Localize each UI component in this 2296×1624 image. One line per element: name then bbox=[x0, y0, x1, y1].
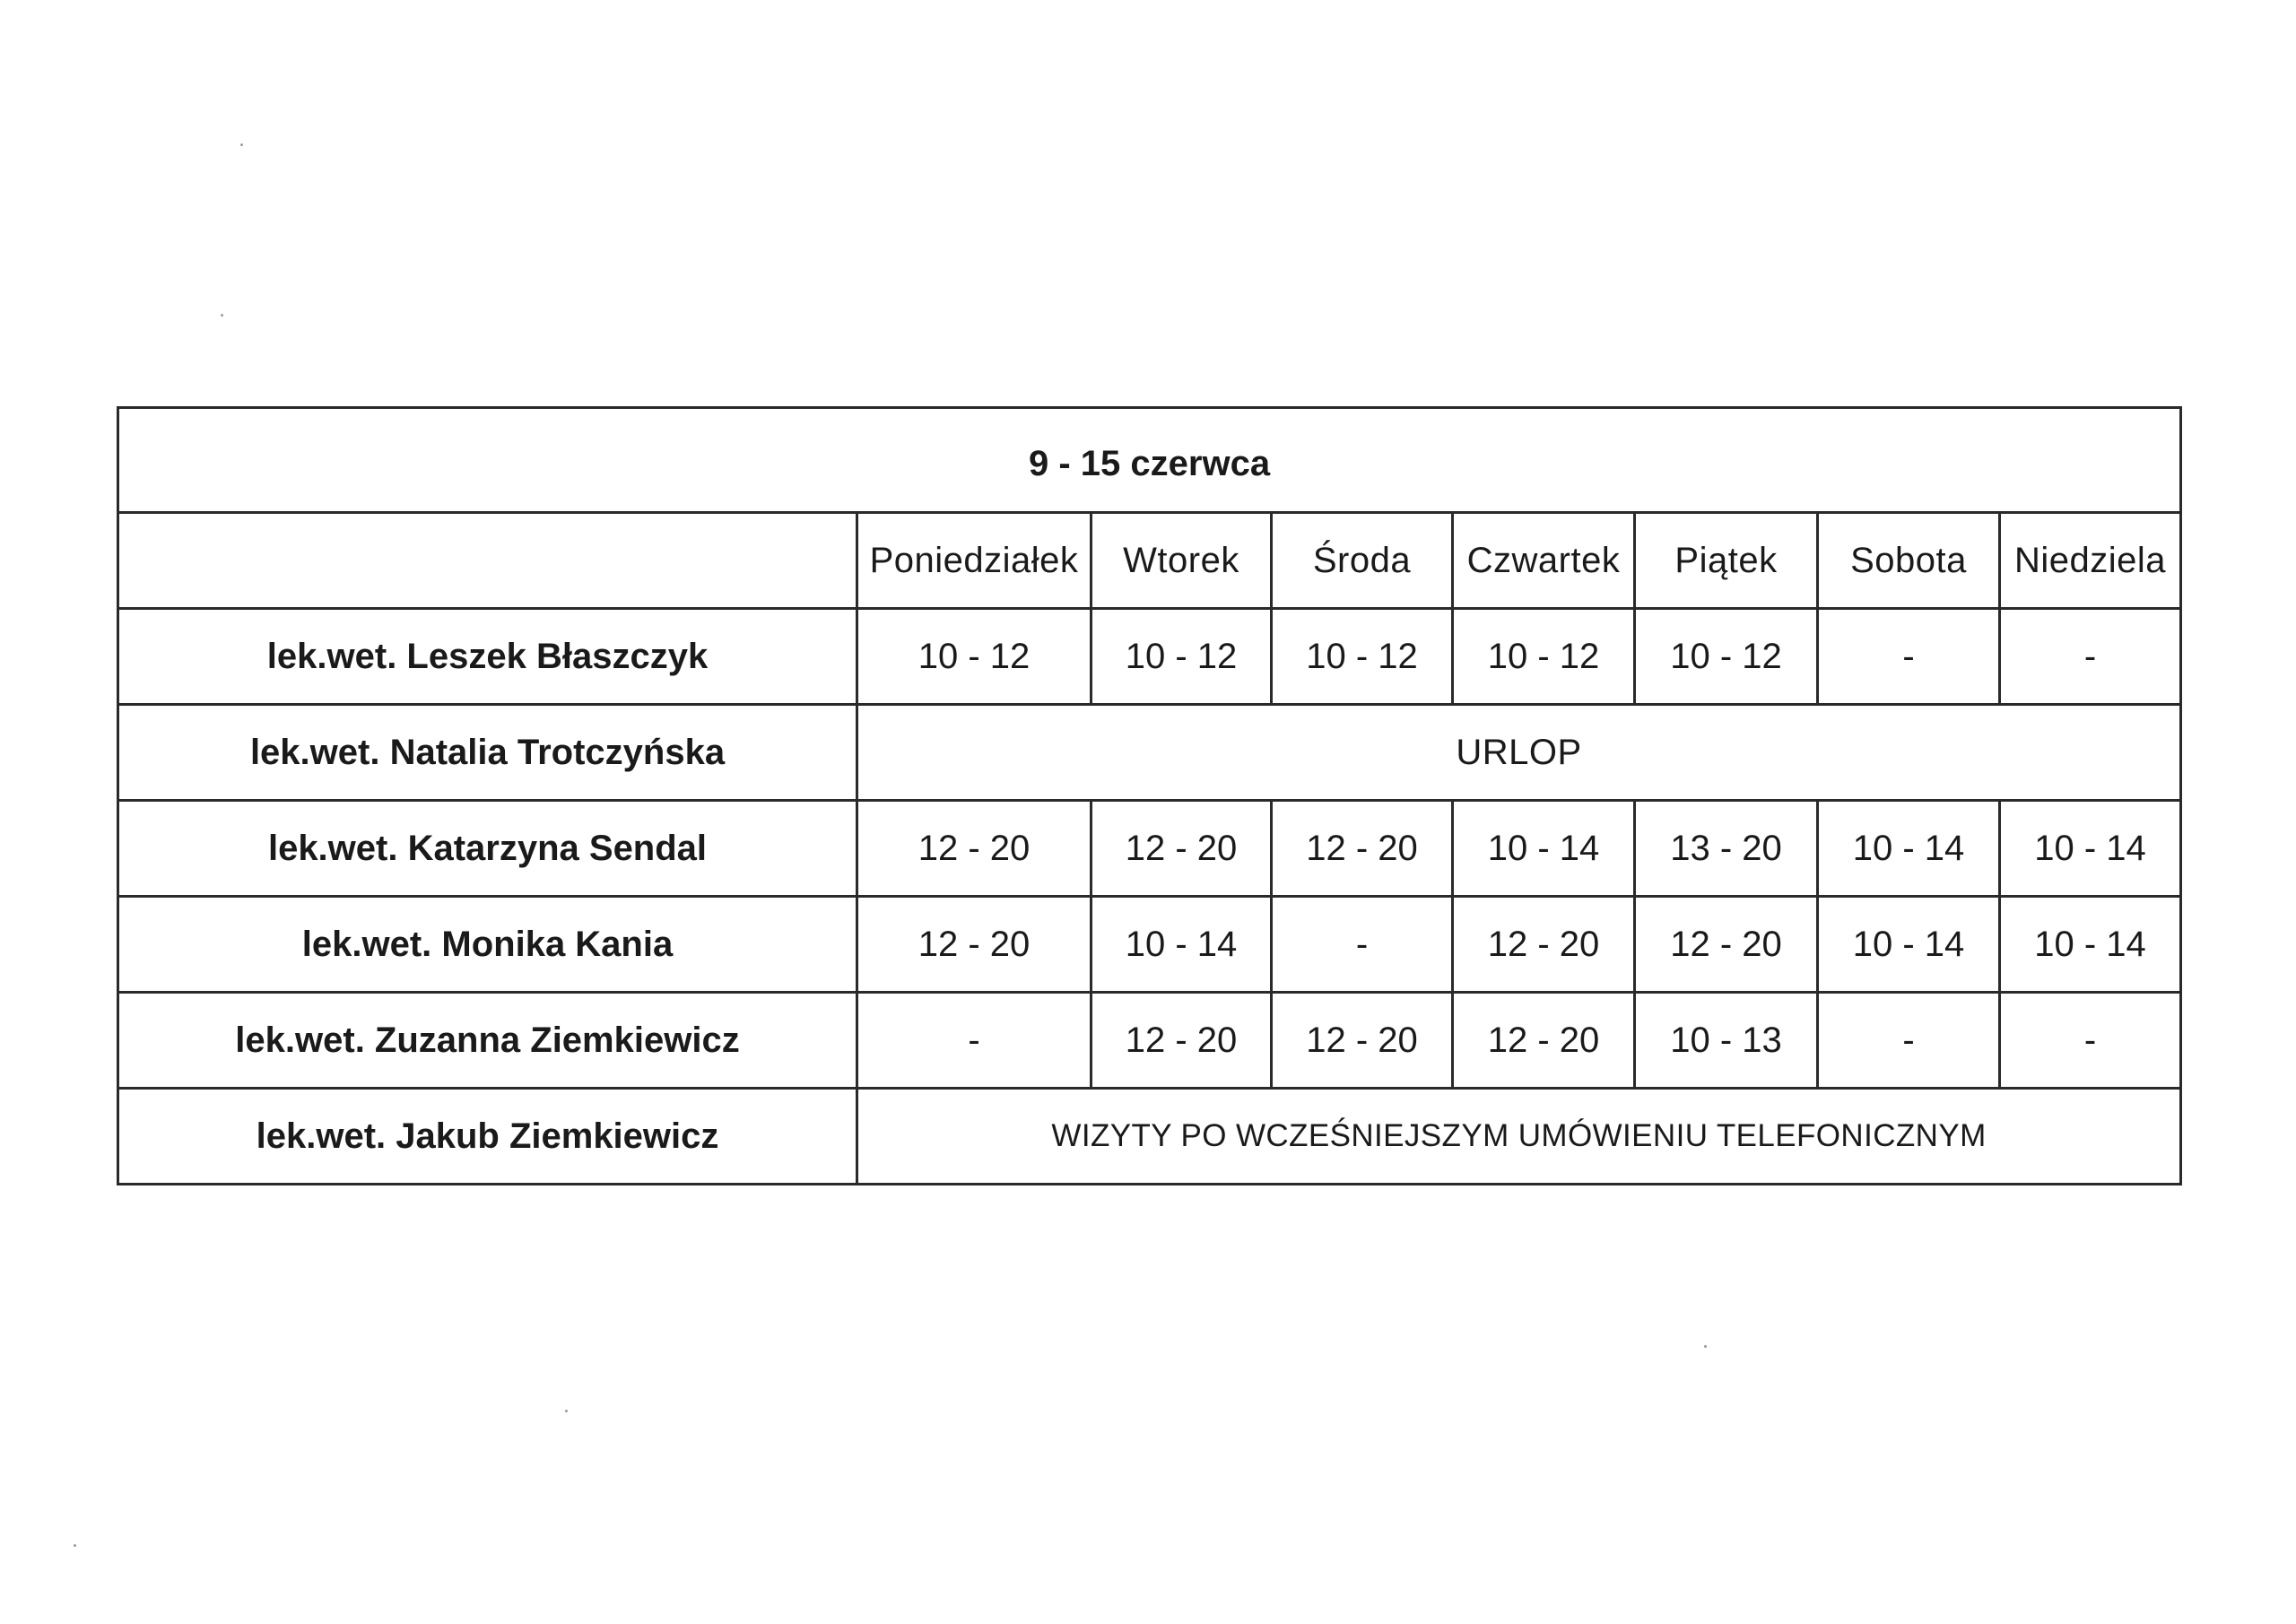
scan-speck bbox=[565, 1410, 568, 1412]
hours-cell: - bbox=[2000, 993, 2181, 1089]
hours-cell: 10 - 12 bbox=[1091, 609, 1272, 705]
doctor-name: lek.wet. Zuzanna Ziemkiewicz bbox=[118, 993, 857, 1089]
day-header-monday: Poniedziałek bbox=[857, 513, 1091, 609]
doctor-name: lek.wet. Katarzyna Sendal bbox=[118, 801, 857, 897]
hours-cell: 12 - 20 bbox=[1635, 897, 1818, 993]
hours-cell: 10 - 12 bbox=[1635, 609, 1818, 705]
hours-cell: 12 - 20 bbox=[1091, 993, 1272, 1089]
hours-cell: 10 - 14 bbox=[1818, 897, 2000, 993]
hours-cell: - bbox=[1272, 897, 1453, 993]
leave-note: URLOP bbox=[857, 705, 2181, 801]
scan-speck bbox=[240, 143, 243, 146]
hours-cell: 12 - 20 bbox=[1272, 993, 1453, 1089]
hours-cell: 12 - 20 bbox=[1453, 993, 1635, 1089]
hours-cell: 10 - 14 bbox=[1091, 897, 1272, 993]
day-header-saturday: Sobota bbox=[1818, 513, 2000, 609]
hours-cell: 10 - 13 bbox=[1635, 993, 1818, 1089]
hours-cell: 12 - 20 bbox=[857, 897, 1091, 993]
hours-cell: 10 - 12 bbox=[857, 609, 1091, 705]
doctor-name: lek.wet. Jakub Ziemkiewicz bbox=[118, 1089, 857, 1185]
hours-cell: 13 - 20 bbox=[1635, 801, 1818, 897]
day-header-wednesday: Środa bbox=[1272, 513, 1453, 609]
hours-cell: - bbox=[2000, 609, 2181, 705]
hours-cell: 10 - 14 bbox=[2000, 897, 2181, 993]
day-header-sunday: Niedziela bbox=[2000, 513, 2181, 609]
hours-cell: 10 - 14 bbox=[1818, 801, 2000, 897]
day-header-friday: Piątek bbox=[1635, 513, 1818, 609]
table-row bbox=[118, 1089, 2181, 1185]
hours-cell: 12 - 20 bbox=[857, 801, 1091, 897]
schedule-table bbox=[117, 406, 2182, 1185]
table-row bbox=[118, 993, 2181, 1089]
schedule-title-cell bbox=[118, 408, 2181, 513]
hours-cell: - bbox=[1818, 609, 2000, 705]
hours-cell: 12 - 20 bbox=[1091, 801, 1272, 897]
doctor-name: lek.wet. Leszek Błaszczyk bbox=[118, 609, 857, 705]
header-corner-cell bbox=[118, 513, 857, 609]
hours-cell: 12 - 20 bbox=[1453, 897, 1635, 993]
hours-cell: 12 - 20 bbox=[1272, 801, 1453, 897]
day-header-row bbox=[118, 513, 2181, 609]
doctor-name: lek.wet. Monika Kania bbox=[118, 897, 857, 993]
day-header-thursday: Czwartek bbox=[1453, 513, 1635, 609]
doctor-name: lek.wet. Natalia Trotczyńska bbox=[118, 705, 857, 801]
scan-speck bbox=[74, 1544, 76, 1547]
hours-cell: - bbox=[857, 993, 1091, 1089]
table-row bbox=[118, 897, 2181, 993]
schedule-title: 9 - 15 czerwca bbox=[1029, 443, 1271, 483]
hours-cell: - bbox=[1818, 993, 2000, 1089]
hours-cell: 10 - 12 bbox=[1453, 609, 1635, 705]
hours-cell: 10 - 12 bbox=[1272, 609, 1453, 705]
hours-cell: 10 - 14 bbox=[1453, 801, 1635, 897]
table-row bbox=[118, 609, 2181, 705]
table-row bbox=[118, 705, 2181, 801]
scan-speck bbox=[221, 314, 223, 317]
day-header-tuesday: Wtorek bbox=[1091, 513, 1272, 609]
appointment-note: WIZYTY PO WCZEŚNIEJSZYM UMÓWIENIU TELEFONICZNYM bbox=[857, 1089, 2181, 1185]
scan-speck bbox=[1704, 1345, 1707, 1348]
hours-cell: 10 - 14 bbox=[2000, 801, 2181, 897]
table-row bbox=[118, 801, 2181, 897]
